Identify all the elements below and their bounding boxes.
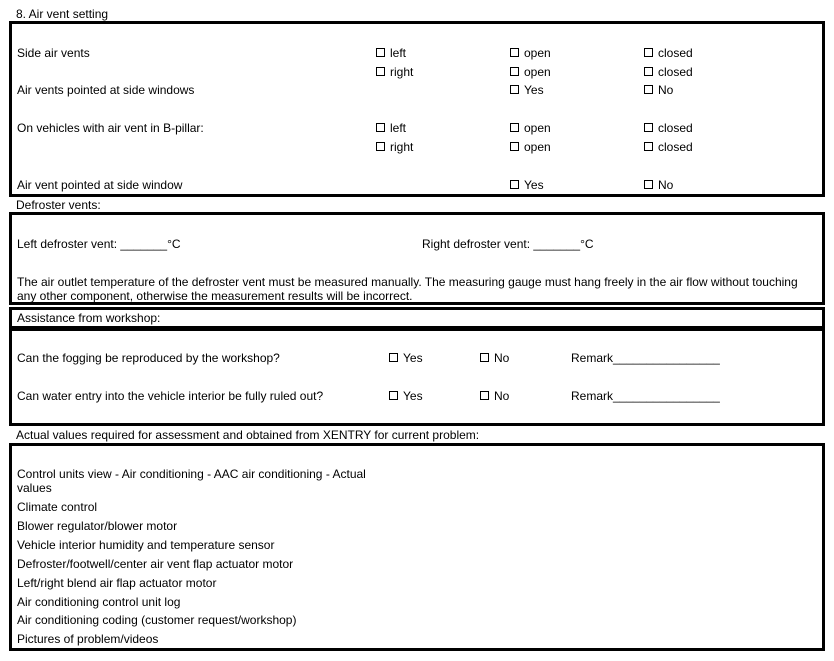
defroster-header: Defroster vents:: [16, 198, 101, 212]
air-vent-pointed-label: Air vent pointed at side window: [17, 178, 183, 192]
checkbox-icon: [644, 142, 653, 151]
checkbox-icon: [389, 353, 398, 362]
checkbox-icon: [510, 142, 519, 151]
checkbox-closed[interactable]: closed: [644, 65, 693, 79]
question-water-entry: Can water entry into the vehicle interior be fully ruled out?: [17, 389, 324, 403]
list-item: Vehicle interior humidity and temperature sensor: [17, 538, 275, 552]
workshop-box: [9, 328, 825, 426]
checkbox-icon: [644, 180, 653, 189]
checkbox-icon: [480, 391, 489, 400]
checkbox-yes[interactable]: Yes: [389, 351, 423, 365]
b-pillar-label: On vehicles with air vent in B-pillar:: [17, 121, 204, 135]
air-vents-pointed-label: Air vents pointed at side windows: [17, 83, 195, 97]
defroster-note: The air outlet temperature of the defroster vent must be measured manually. The measuring gauge must hang freely in the air flow without touching any other component, otherwise the measurement results will be incorrect.: [17, 275, 798, 303]
list-item: Air conditioning control unit log: [17, 595, 181, 609]
list-item: Blower regulator/blower motor: [17, 519, 178, 533]
list-item: Control units view - Air conditioning - AAC air conditioning - Actual values: [17, 467, 366, 495]
checkbox-right[interactable]: right: [376, 65, 413, 79]
question-fogging: Can the fogging be reproduced by the workshop?: [17, 351, 280, 365]
checkbox-icon: [644, 48, 653, 57]
checkbox-closed[interactable]: closed: [644, 140, 693, 154]
right-defroster-field[interactable]: Right defroster vent: _______°C: [422, 237, 594, 251]
checkbox-closed[interactable]: closed: [644, 121, 693, 135]
checkbox-icon: [376, 48, 385, 57]
checkbox-no[interactable]: No: [480, 351, 509, 365]
checkbox-icon: [510, 67, 519, 76]
checkbox-icon: [644, 67, 653, 76]
checkbox-right[interactable]: right: [376, 140, 413, 154]
checkbox-icon: [510, 180, 519, 189]
list-item: Left/right blend air flap actuator motor: [17, 576, 217, 590]
left-defroster-field[interactable]: Left defroster vent: _______°C: [17, 237, 181, 251]
checkbox-icon: [389, 391, 398, 400]
remark-field[interactable]: Remark________________: [571, 351, 720, 365]
checkbox-icon: [644, 123, 653, 132]
list-item: Pictures of problem/videos: [17, 632, 159, 646]
section-title: 8. Air vent setting: [16, 7, 109, 21]
checkbox-icon: [510, 48, 519, 57]
checkbox-closed[interactable]: closed: [644, 46, 693, 60]
list-item: Defroster/footwell/center air vent flap actuator motor: [17, 557, 294, 571]
checkbox-yes[interactable]: Yes: [510, 178, 544, 192]
workshop-header: Assistance from workshop:: [17, 311, 161, 325]
remark-field[interactable]: Remark________________: [571, 389, 720, 403]
side-air-vents-label: Side air vents: [17, 46, 90, 60]
checkbox-icon: [376, 123, 385, 132]
checkbox-no[interactable]: No: [480, 389, 509, 403]
checkbox-icon: [376, 67, 385, 76]
checkbox-open[interactable]: open: [510, 140, 551, 154]
checkbox-no[interactable]: No: [644, 178, 673, 192]
checkbox-no[interactable]: No: [644, 83, 673, 97]
actual-values-header: Actual values required for assessment and obtained from XENTRY for current problem:: [16, 428, 480, 442]
list-item: Air conditioning coding (customer request/workshop): [17, 613, 297, 627]
checkbox-open[interactable]: open: [510, 121, 551, 135]
checkbox-icon: [510, 123, 519, 132]
checkbox-icon: [480, 353, 489, 362]
air-vent-box: [9, 21, 825, 197]
checkbox-icon: [644, 85, 653, 94]
checkbox-open[interactable]: open: [510, 65, 551, 79]
checkbox-yes[interactable]: Yes: [510, 83, 544, 97]
checkbox-icon: [376, 142, 385, 151]
checkbox-icon: [510, 85, 519, 94]
checkbox-left[interactable]: left: [376, 121, 406, 135]
checkbox-yes[interactable]: Yes: [389, 389, 423, 403]
checkbox-open[interactable]: open: [510, 46, 551, 60]
checkbox-left[interactable]: left: [376, 46, 406, 60]
list-item: Climate control: [17, 500, 98, 514]
